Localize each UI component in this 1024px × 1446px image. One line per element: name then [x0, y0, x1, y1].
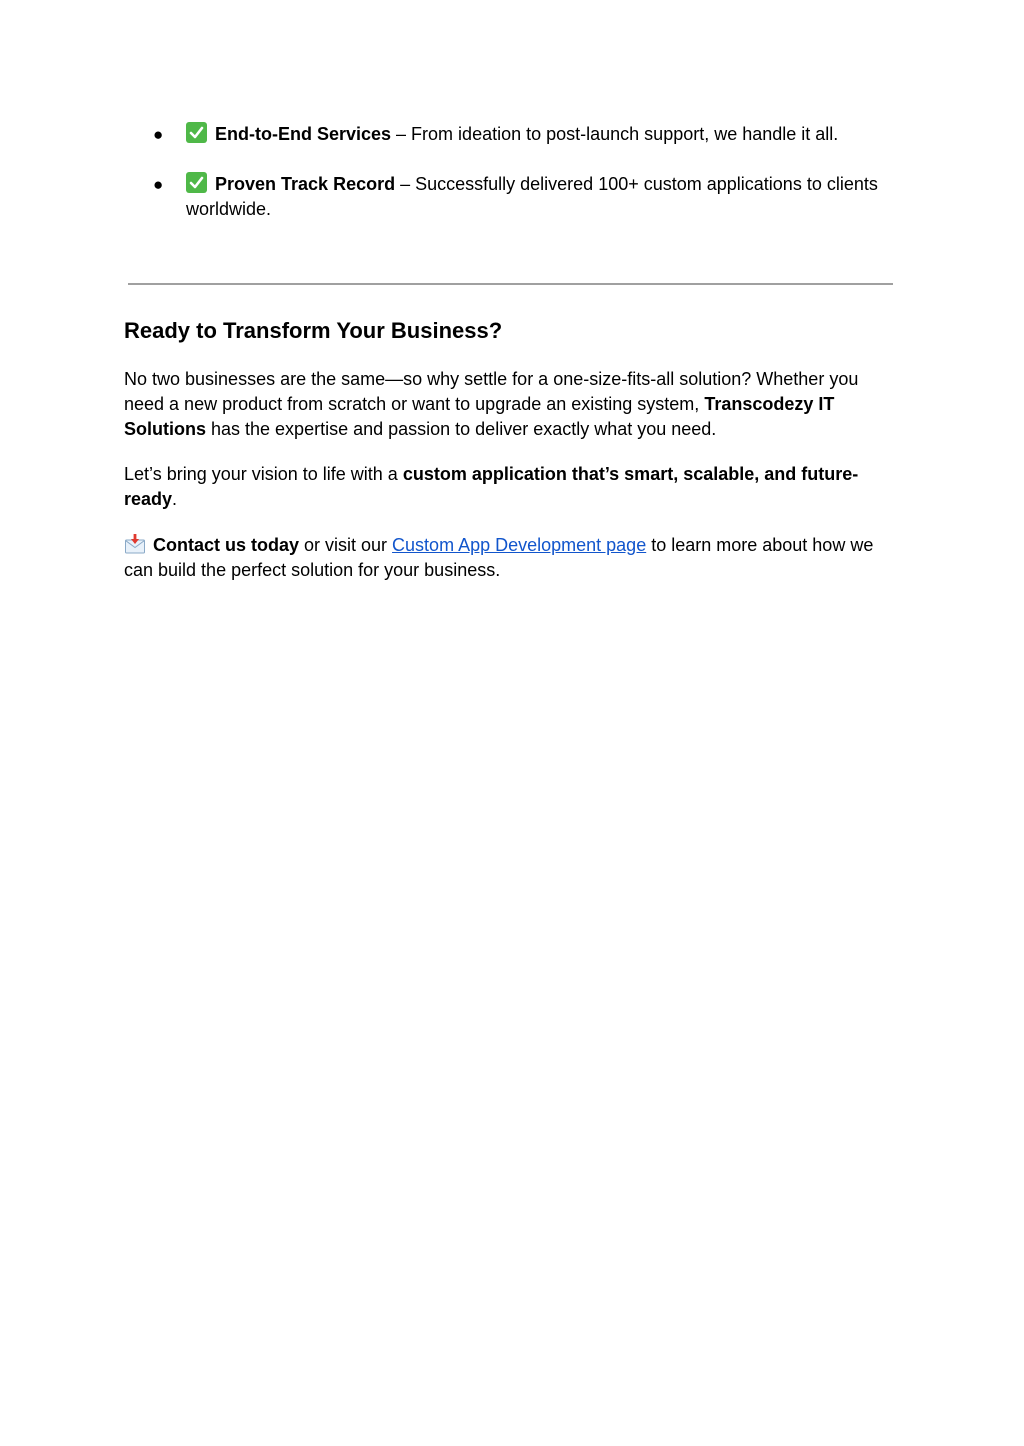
bullet-text: – From ideation to post-launch support, we handle it all.	[391, 124, 839, 144]
company-name: Transcodezy IT Solutions	[124, 394, 835, 439]
bullet-title: Proven Track Record	[215, 174, 396, 194]
bullet-icon: ●	[153, 175, 164, 194]
paragraph-text: No two businesses are the same—so why settle for a one-size-fits-all solution? Whether you need a new product from scratch or want to upgrade an existing system,	[124, 369, 859, 414]
paragraph-text: or visit our	[299, 535, 393, 555]
list-item	[124, 172, 896, 222]
envelope-with-arrow-icon	[124, 533, 146, 555]
check-mark-icon	[186, 122, 207, 143]
vision-paragraph	[124, 462, 899, 512]
custom-app-development-link[interactable]: Custom App Development page	[392, 535, 647, 555]
section-heading: Ready to Transform Your Business?	[124, 318, 503, 343]
highlight-text: custom application that’s smart, scalable, and future-ready	[124, 464, 859, 509]
check-mark-icon	[186, 172, 207, 193]
horizontal-divider	[128, 283, 893, 285]
paragraph-text: Let’s bring your vision to life with a	[124, 464, 403, 484]
intro-paragraph	[124, 367, 899, 442]
bullet-title: End-to-End Services	[215, 124, 392, 144]
paragraph-text: to learn more about how we can build the perfect solution for your business.	[124, 535, 874, 580]
bullet-icon: ●	[153, 125, 164, 144]
bullet-text: – Successfully delivered 100+ custom applications to clients worldwide.	[186, 174, 878, 219]
features-list	[124, 122, 896, 247]
contact-paragraph	[124, 533, 899, 583]
contact-cta: Contact us today	[153, 535, 300, 555]
paragraph-text: .	[172, 489, 178, 509]
list-item	[124, 122, 896, 147]
paragraph-text: has the expertise and passion to deliver exactly what you need.	[206, 419, 717, 439]
